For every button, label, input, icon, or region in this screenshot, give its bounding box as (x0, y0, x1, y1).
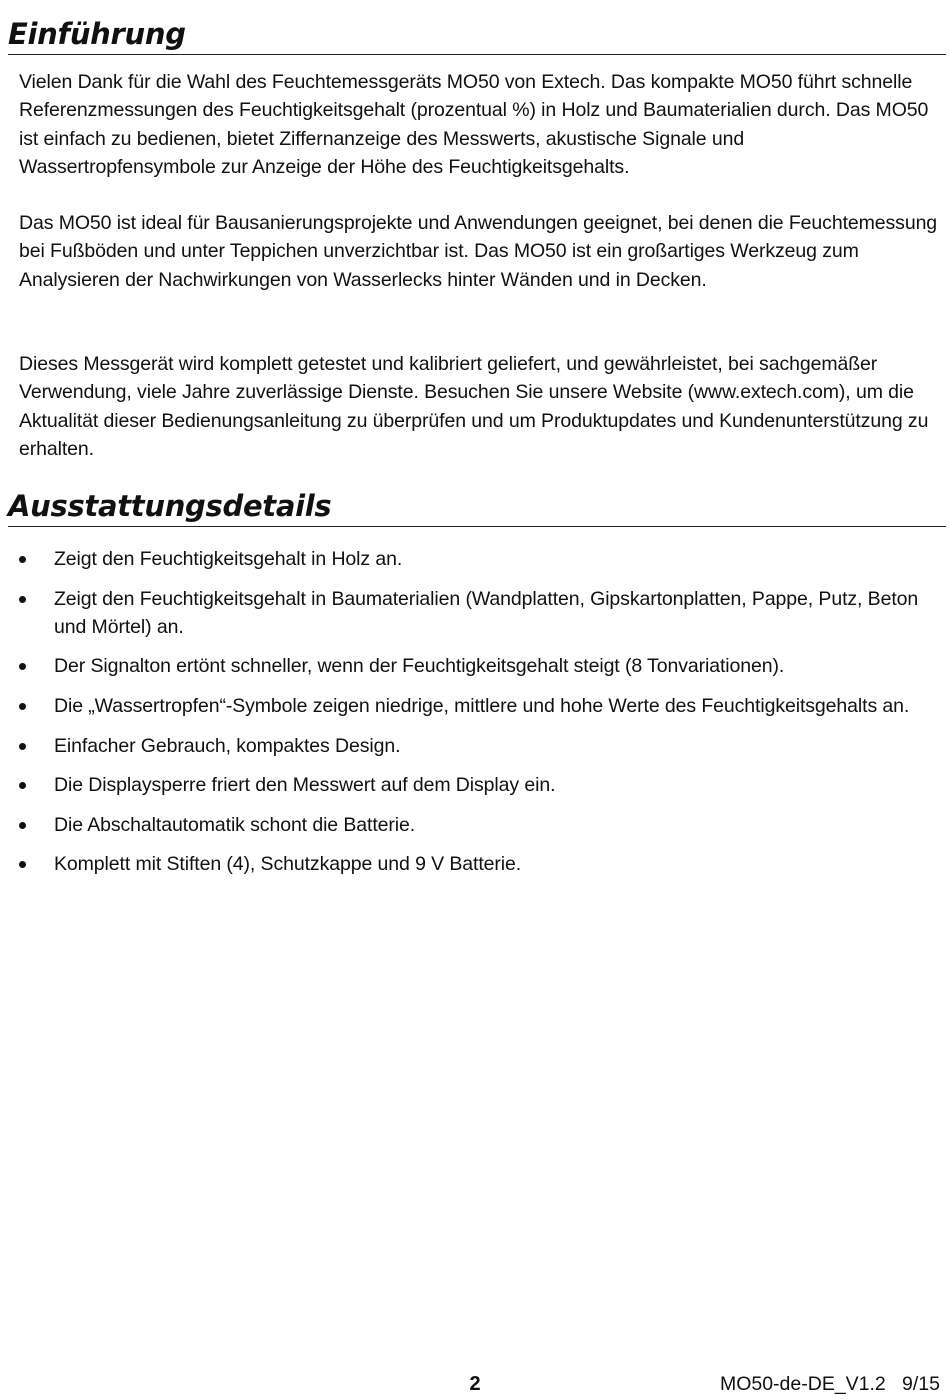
bullet-icon (19, 822, 26, 829)
bullet-icon (19, 782, 26, 789)
list-item-text: Zeigt den Feuchtigkeitsgehalt in Baumaterialien (Wandplatten, Gipskartonplatten, Pappe, Putz, Beton und Mörtel) an. (54, 587, 919, 638)
intro-paragraph-2: Das MO50 ist ideal für Bausanierungsprojekte und Anwendungen geeignet, bei denen die Feuchtemessung bei Fußböden und unter Teppichen unverzichtbar ist. Das MO50 ist ein großartiges Werkzeug zum Analysieren der Nachwirkungen von Wasserlecks hinter Wänden und in Decken. (19, 212, 938, 291)
feature-list (19, 545, 944, 890)
list-item (19, 545, 944, 573)
list-item-text: Einfacher Gebrauch, kompaktes Design. (54, 734, 401, 757)
bullet-icon (19, 703, 26, 710)
list-item-text: Zeigt den Feuchtigkeitsgehalt in Holz an. (54, 548, 403, 570)
list-item (19, 771, 944, 799)
list-item (19, 692, 944, 720)
bullet-icon (19, 663, 26, 670)
document-id: MO50-de-DE_V1.2 9/15 (719, 1373, 940, 1395)
list-item-text: Die Displaysperre friert den Messwert auf dem Display ein. (54, 774, 556, 797)
bullet-icon (19, 743, 26, 750)
list-item-text: Komplett mit Stiften (4), Schutzkappe und 9 V Batterie. (54, 853, 522, 876)
intro-paragraph-3: Dieses Messgerät wird komplett getestet und kalibriert geliefert, und gewährleistet, bei sachgemäßer Verwendung, viele Jahre zuverlässige Dienste. Besuchen Sie unsere Website (www.extech.com), um die Aktualität dieser Bedienungsanleitung zu überprüfen und um Produktupdates und Kundenunterstützung zu erhalten. (19, 353, 929, 460)
list-item-text: Die Abschaltautomatik schont die Batterie. (54, 813, 416, 836)
page-number: 2 (469, 1373, 481, 1395)
intro-paragraph-1: Vielen Dank für die Wahl des Feuchtemessgeräts MO50 von Extech. Das kompakte MO50 führt schnelle Referenzmessungen des Feuchtigkeitsgehalt (prozentual %) in Holz und Baumaterialien durch. Das MO50 ist einfach zu bedienen, bietet Ziffernanzeige des Messwerts, akustische Signale und Wassertropfensymbole zur Anzeige der Höhe des Feuchtigkeitsgehalts. (19, 71, 929, 178)
list-item (19, 585, 944, 642)
section-heading-einfuehrung: Einführung (8, 16, 946, 55)
list-item-text: Die „Wassertropfen“-Symbole zeigen niedrige, mittlere und hohe Werte des Feuchtigkeitsgehalts an. (54, 695, 910, 718)
list-item (19, 652, 944, 680)
list-item-text: Der Signalton ertönt schneller, wenn der Feuchtigkeitsgehalt steigt (8 Tonvariationen). (54, 655, 785, 678)
list-item (19, 811, 944, 839)
bullet-icon (19, 556, 26, 563)
bullet-icon (19, 596, 26, 603)
list-item (19, 732, 944, 760)
bullet-icon (19, 861, 26, 868)
list-item (19, 850, 944, 878)
section-heading-ausstattungsdetails: Ausstattungsdetails (8, 488, 946, 527)
